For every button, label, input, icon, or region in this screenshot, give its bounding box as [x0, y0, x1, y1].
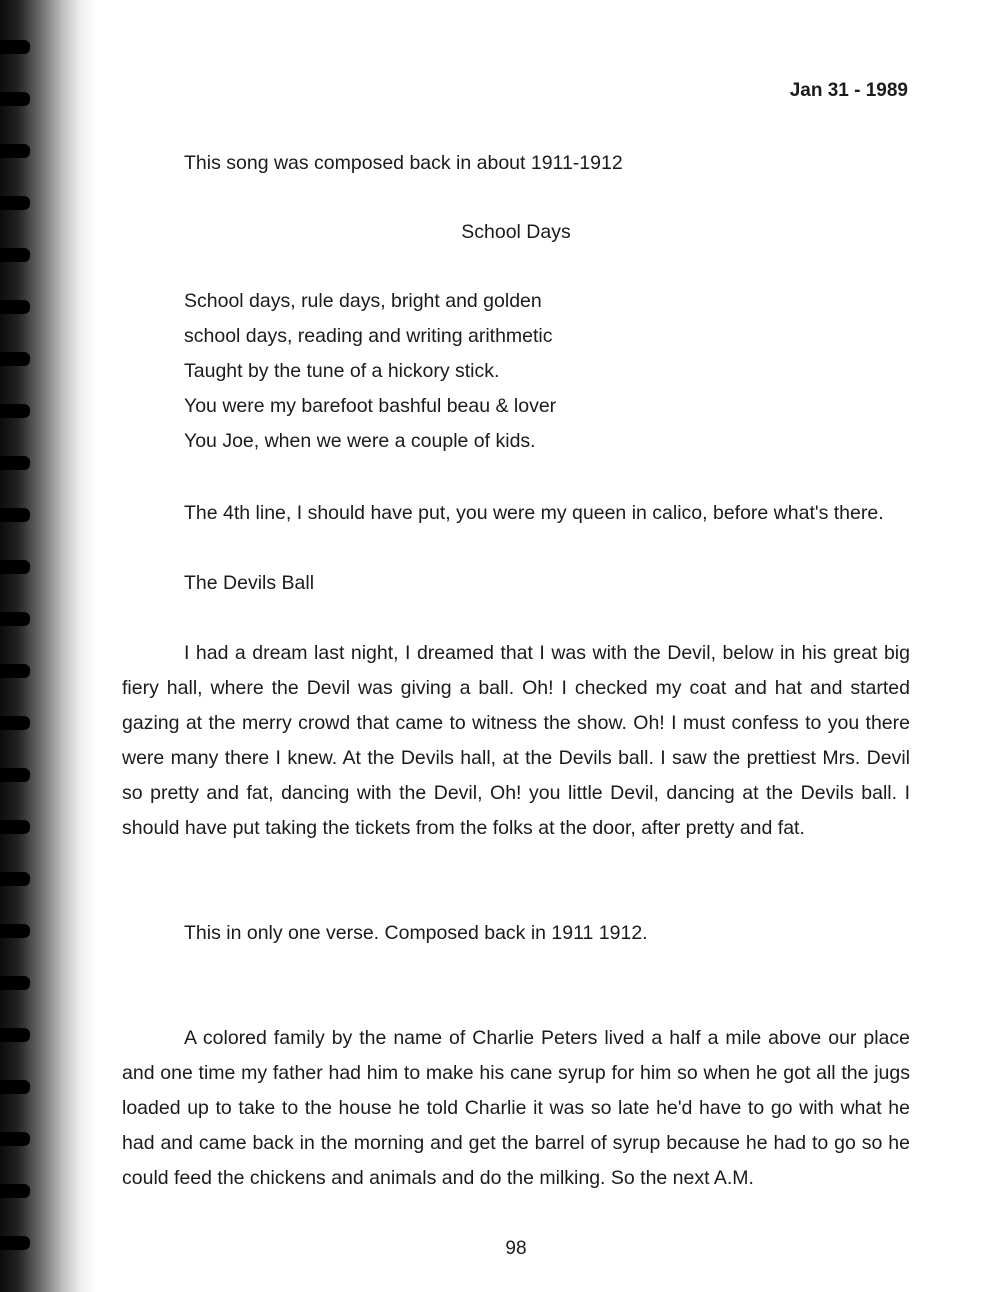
- devils-ball-paragraph: I had a dream last night, I dreamed that I was with the Devil, below in his great big fiery hall, where the Devil was giving a ball. Oh! I checked my coat and hat and started gazing at the merry crowd that came to witness the show. Oh! I must confess to you there were many there I knew. At the Devils hall, at the Devils ball. I saw the prettiest Mrs. Devil so pretty and fat, dancing with the Devil, Oh! you little Devil, dancing at the Devils ball. I should have put taking the tickets from the folks at the door, after pretty and fat.: [122, 642, 910, 839]
- song-title-school-days: School Days: [461, 221, 571, 243]
- intro-line: This song was composed back in about 1911-1912: [184, 152, 623, 174]
- lyric-line: You Joe, when we were a couple of kids.: [184, 430, 536, 452]
- lyric-line: You were my barefoot bashful beau & lover: [184, 395, 557, 417]
- song-note: The 4th line, I should have put, you were my queen in calico, before what's there.: [184, 502, 884, 524]
- song-title-devils-ball: The Devils Ball: [184, 572, 315, 594]
- lyric-line: School days, rule days, bright and golden: [184, 290, 542, 312]
- story-paragraph: A colored family by the name of Charlie Peters lived a half a mile above our place and one time my father had him to make his cane syrup for him so when he got all the jugs loaded up to take to the house he told Charlie it was so late he'd have to go with what he had and came back in the morning and get the barrel of syrup because he had to go so he could feed the chickens and animals and do the milking. So the next A.M.: [122, 1027, 910, 1189]
- lyric-line: Taught by the tune of a hickory stick.: [184, 360, 500, 382]
- page-number: 98: [505, 1238, 527, 1259]
- page-date: Jan 31 - 1989: [789, 80, 908, 101]
- verse-note: This in only one verse. Composed back in 1911 1912.: [184, 922, 648, 944]
- lyric-line: school days, reading and writing arithmetic: [184, 325, 553, 347]
